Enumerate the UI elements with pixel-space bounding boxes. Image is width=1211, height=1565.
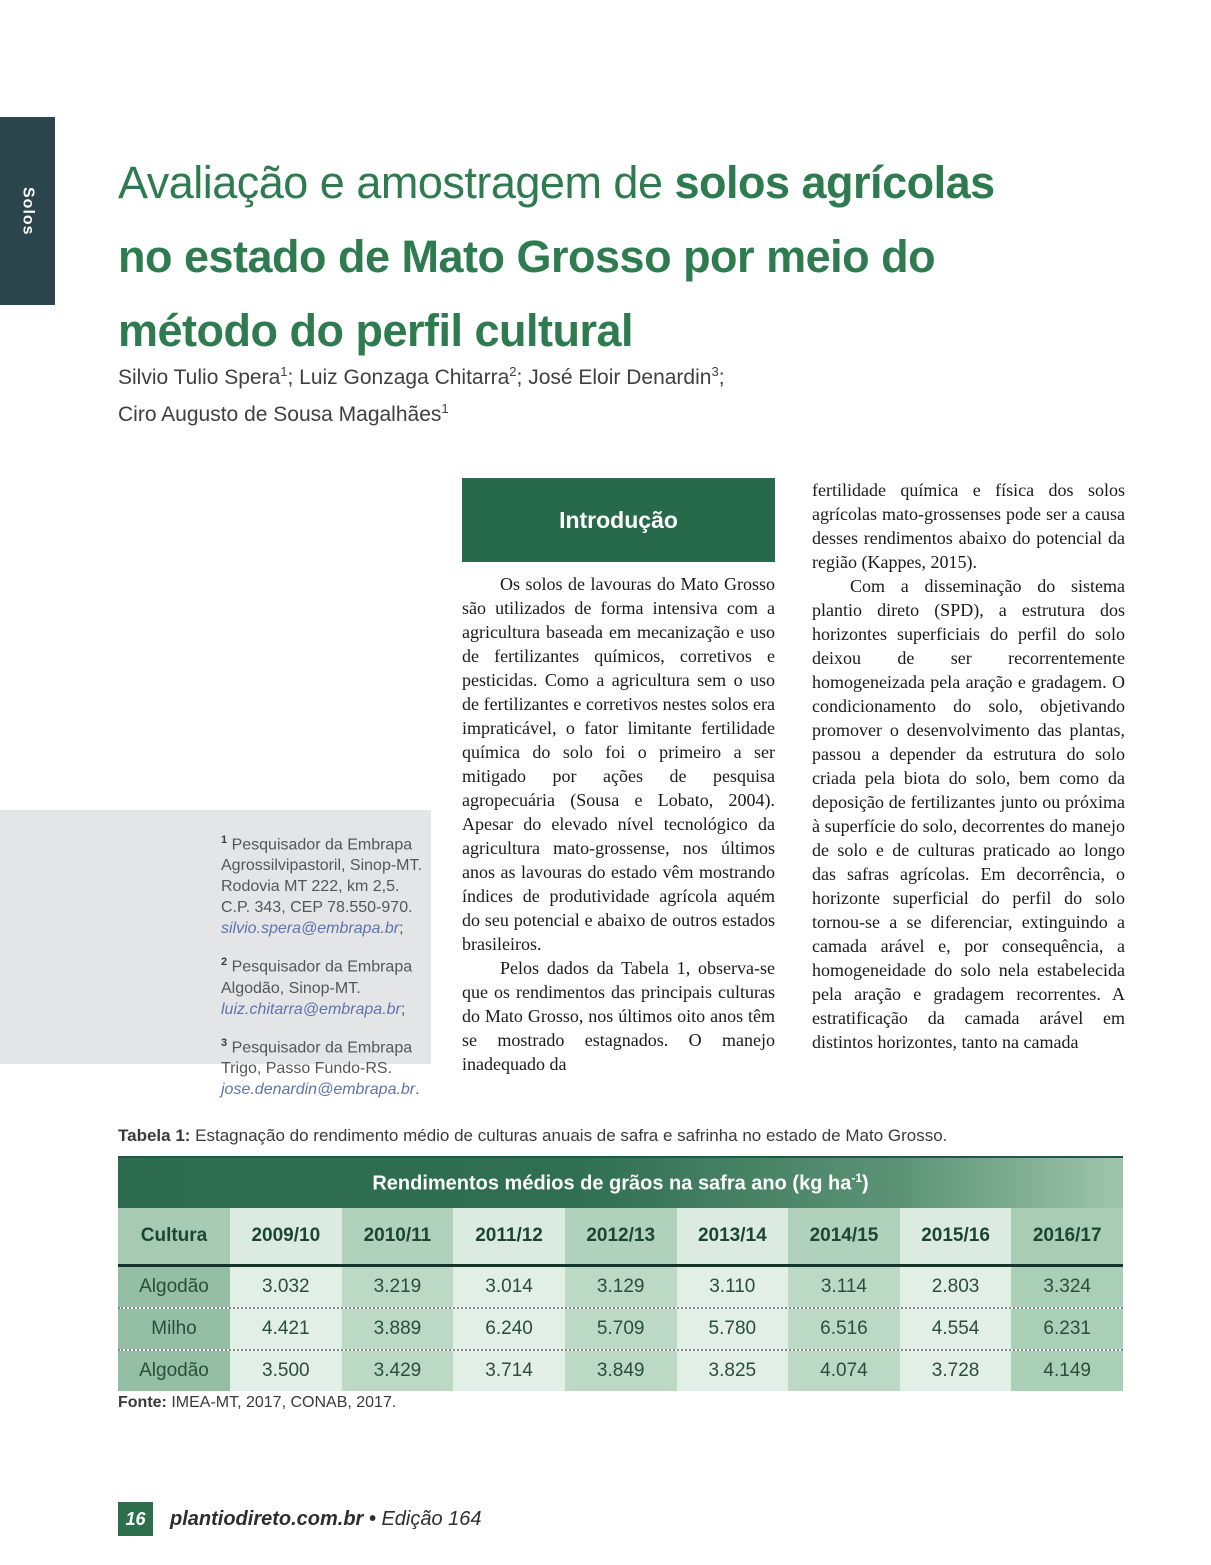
cell-value: 5.709: [565, 1309, 677, 1349]
table-caption-text: Estagnação do rendimento médio de culturas anuais de safra e safrinha no estado de Mato Grosso.: [190, 1126, 948, 1145]
cell-value: 3.032: [230, 1267, 342, 1307]
row-label: Algodão: [118, 1351, 230, 1391]
cell-value: 3.500: [230, 1351, 342, 1391]
footnote-1: [221, 830, 423, 939]
footnote-1-email-link[interactable]: silvio.spera@embrapa.br: [221, 920, 400, 938]
column-header-2011-12: 2011/12: [453, 1208, 565, 1264]
body-column-1: [462, 572, 775, 1076]
yields-table: [118, 1156, 1123, 1391]
author-sep-3: ;: [718, 366, 725, 389]
footer-separator: •: [363, 1508, 382, 1530]
cell-value: 3.219: [342, 1267, 454, 1307]
table-title-sup: -1: [851, 1170, 862, 1185]
footnote-3: [221, 1033, 423, 1100]
page-number: 16: [125, 1508, 146, 1529]
cell-value: 3.825: [677, 1351, 789, 1391]
cell-value: 3.324: [1011, 1267, 1123, 1307]
paragraph-col1-1: Os solos de lavouras do Mato Grosso são utilizados de forma intensiva com a agricultura baseada em mecanização e uso de fertilizantes químicos, corretivos e pesticidas. Como a agricultura sem o uso de fertilizantes e corretivos nestes solos era impraticável, o fator limitante fertilidade química do solo foi o primeiro a ser mitigado por ações de pesquisa agropecuária (Sousa e Lobato, 2004). Apesar do elevado nível tecnológico da agricultura mato-grossense, nos últimos anos as lavouras do estado vêm mostrando índices de produtividade agrícola aquém do seu potencial e abaixo de outros estados brasileiros.: [462, 574, 775, 954]
footnotes: [221, 830, 423, 1113]
footer-line: [170, 1502, 482, 1536]
footnote-2-tail: ;: [400, 1000, 406, 1018]
column-header-2009-10: 2009/10: [230, 1208, 342, 1264]
column-header-2016-17: 2016/17: [1011, 1208, 1123, 1264]
footnote-1-text: Pesquisador da Embrapa Agrossilvipastoril, Sinop-MT. Rodovia MT 222, km 2,5. C.P. 343, CEP 78.550-970.: [221, 836, 422, 917]
paragraph-col2-1: fertilidade química e física dos solos agrícolas mato-grossenses pode ser a causa desses rendimentos abaixo do potencial da região (Kappes, 2015).: [812, 480, 1125, 572]
author-sup-3: 3: [711, 364, 719, 379]
title-line-1: [118, 146, 1133, 220]
cell-value: 3.728: [900, 1351, 1012, 1391]
column-header-2012-13: 2012/13: [565, 1208, 677, 1264]
column-header-2014-15: 2014/15: [788, 1208, 900, 1264]
footnote-2-email-link[interactable]: luiz.chitarra@embrapa.br: [221, 1000, 401, 1018]
column-header-cultura: Cultura: [118, 1208, 230, 1264]
table-row-milho: [118, 1307, 1123, 1349]
cell-value: 3.114: [788, 1267, 900, 1307]
cell-value: 3.849: [565, 1351, 677, 1391]
column-header-2013-14: 2013/14: [677, 1208, 789, 1264]
column-header-2010-11: 2010/11: [342, 1208, 454, 1264]
table-row-algodao-2: [118, 1349, 1123, 1391]
paragraph-col2-2: Com a disseminação do sistema plantio direto (SPD), a estrutura dos horizontes superficiais do perfil do solo deixou de ser recorrentemente homogeneizada pela aração e gradagem. O condicionamento do solo, objetivando promover o desenvolvimento das plantas, passou a depender da estrutura do solo criada pela biota do solo, bem como da deposição de fertilizantes junto ou próxima à superfície do solo, decorrentes do manejo de solo e de culturas praticado ao longo das safras agrícolas. Em decorrência, o horizonte superficial do perfil do solo tornou-se a se diferenciar, extinguindo a camada arável e, por consequência, a homogeneidade do solo nela estabelecida pela aração e gradagem recorrentes. A estratificação da camada arável em distintos horizontes, tanto na camada: [812, 576, 1125, 1052]
footnote-3-text: Pesquisador da Embrapa Trigo, Passo Fundo-RS.: [221, 1038, 413, 1077]
page-number-badge: [118, 1502, 153, 1536]
table-title-bar: [118, 1156, 1123, 1208]
article-title: [118, 146, 1133, 368]
intro-heading: Introdução: [559, 506, 678, 533]
title-line-1-bold: solos agrícolas: [674, 157, 995, 209]
cell-value: 5.780: [677, 1309, 789, 1349]
table-source-label: Fonte:: [118, 1394, 167, 1411]
author-sep-2: ;: [516, 366, 529, 389]
table-source: [118, 1394, 396, 1412]
footer-site: plantiodireto.com.br: [170, 1508, 364, 1530]
cell-value: 6.516: [788, 1309, 900, 1349]
table-row-algodao-1: [118, 1267, 1123, 1307]
paragraph-col1-2: Pelos dados da Tabela 1, observa-se que os rendimentos das principais culturas do Mato Grosso, nos últimos oito anos têm se mostrado estagnados. O manejo inadequado da: [462, 958, 775, 1074]
footnote-3-tail: .: [415, 1080, 420, 1098]
author-sup-2: 2: [509, 364, 517, 379]
table-source-text: IMEA-MT, 2017, CONAB, 2017.: [166, 1394, 397, 1411]
cell-value: 4.074: [788, 1351, 900, 1391]
cell-value: 4.149: [1011, 1351, 1123, 1391]
footnote-1-tail: ;: [399, 920, 404, 938]
authors-line: [118, 356, 1078, 430]
cell-value: 3.714: [453, 1351, 565, 1391]
title-line-2: no estado de Mato Grosso por meio do: [118, 231, 936, 283]
table-caption-label: Tabela 1:: [118, 1126, 191, 1145]
cell-value: 3.429: [342, 1351, 454, 1391]
table-title-post: ): [862, 1172, 869, 1195]
author-sup-1: 1: [280, 364, 288, 379]
title-line-1-regular: Avaliação e amostragem de: [118, 157, 675, 209]
cell-value: 4.554: [900, 1309, 1012, 1349]
footnote-2-text: Pesquisador da Embrapa Algodão, Sinop-MT.: [221, 958, 413, 997]
row-label: Milho: [118, 1309, 230, 1349]
author-name-4: Ciro Augusto de Sousa Magalhães: [118, 403, 442, 426]
body-column-2: [812, 478, 1125, 1054]
row-label: Algodão: [118, 1267, 230, 1307]
table-title-text: [372, 1171, 868, 1196]
cell-value: 4.421: [230, 1309, 342, 1349]
intro-heading-box: [462, 478, 775, 562]
footnote-3-email-link[interactable]: jose.denardin@embrapa.br: [221, 1080, 416, 1098]
author-name-3: José Eloir Denardin: [528, 366, 712, 389]
footnote-1-sup: 1: [221, 834, 228, 846]
title-line-3: método do perfil cultural: [118, 305, 634, 357]
footnote-2: [221, 952, 423, 1019]
cell-value: 2.803: [900, 1267, 1012, 1307]
cell-value: 3.110: [677, 1267, 789, 1307]
footnote-3-sup: 3: [221, 1036, 228, 1049]
section-tab-solos: [0, 117, 55, 305]
author-sep-1: ;: [287, 366, 300, 389]
cell-value: 3.129: [565, 1267, 677, 1307]
cell-value: 6.231: [1011, 1309, 1123, 1349]
table-header-row: [118, 1208, 1123, 1267]
footer-edition: Edição 164: [381, 1508, 482, 1530]
table-caption: [118, 1126, 1128, 1146]
column-header-2015-16: 2015/16: [900, 1208, 1012, 1264]
cell-value: 3.889: [342, 1309, 454, 1349]
author-name-2: Luiz Gonzaga Chitarra: [299, 366, 510, 389]
section-tab-label: Solos: [19, 186, 37, 236]
cell-value: 6.240: [453, 1309, 565, 1349]
cell-value: 3.014: [453, 1267, 565, 1307]
author-sup-4: 1: [441, 401, 449, 416]
author-name-1: Silvio Tulio Spera: [118, 366, 281, 389]
table-title-pre: Rendimentos médios de grãos na safra ano (kg ha: [372, 1172, 852, 1195]
footnote-2-sup: 2: [221, 956, 228, 969]
